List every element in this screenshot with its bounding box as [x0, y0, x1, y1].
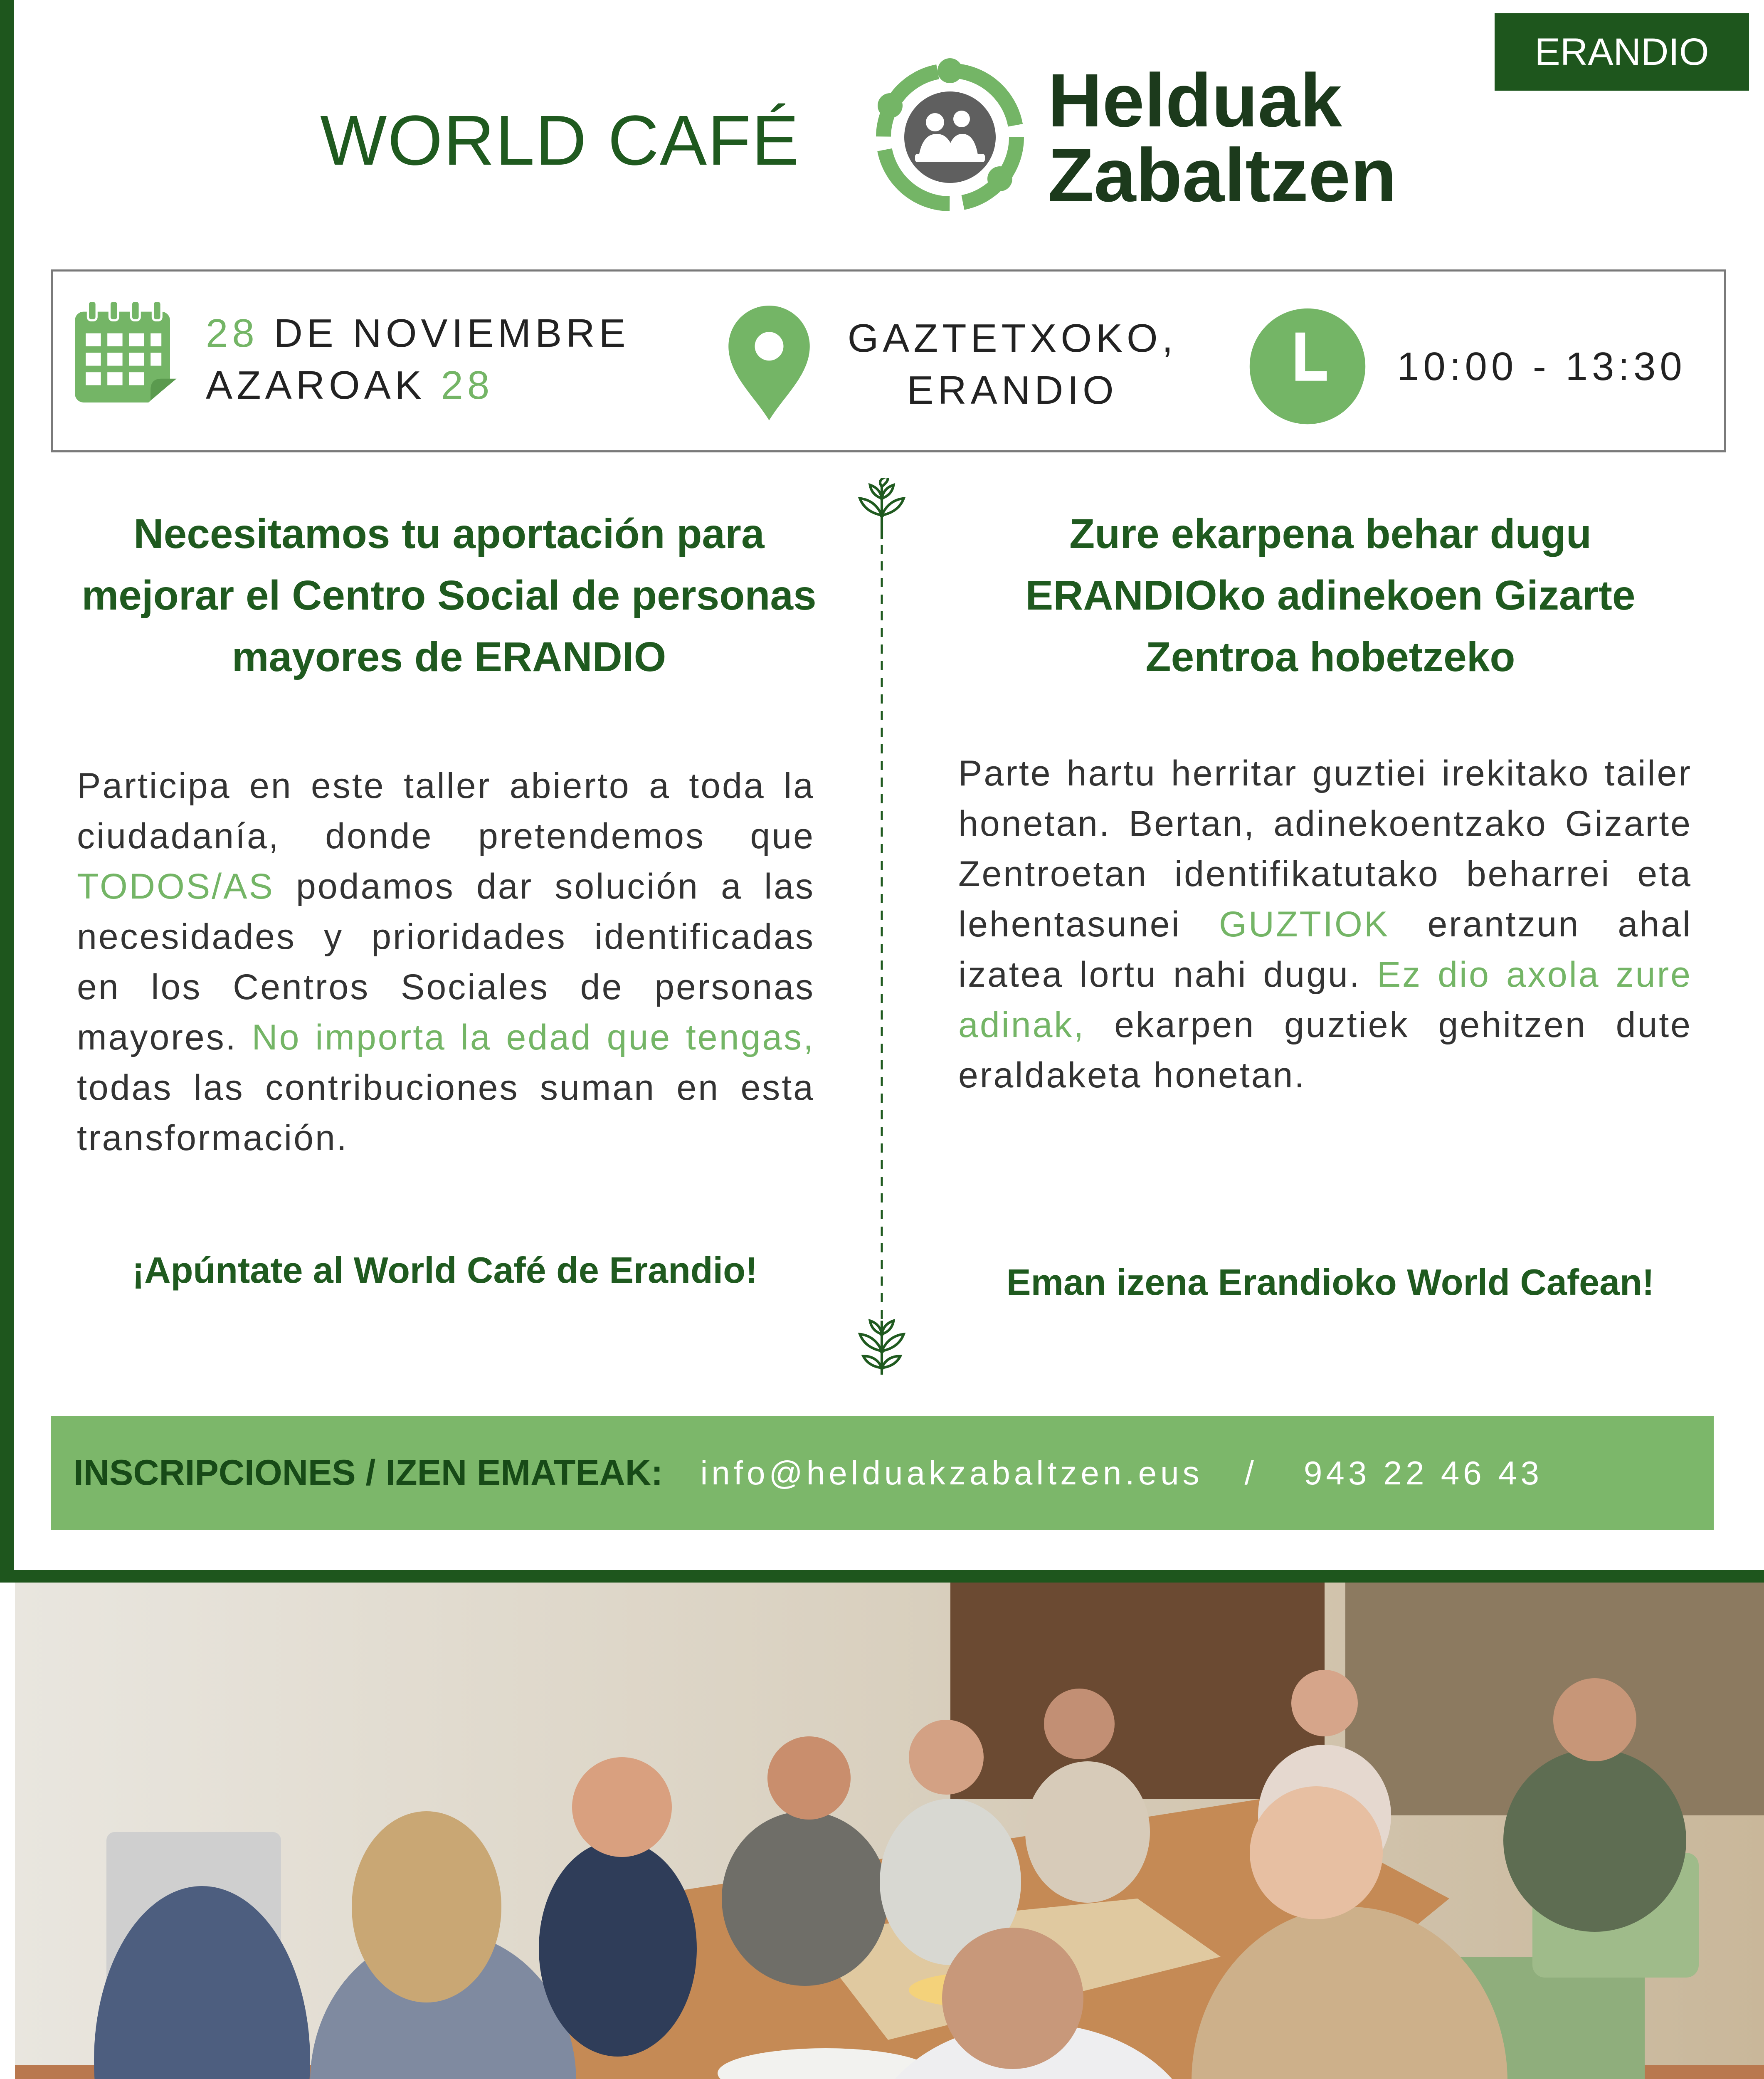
spanish-body: [77, 761, 815, 1163]
spanish-highlight-todos: TODOS/AS: [77, 867, 274, 906]
date-eu-month: AZAROAK: [206, 363, 426, 407]
photo-top-border: [0, 1570, 1764, 1583]
place-line2: ERANDIO: [907, 368, 1118, 412]
helduak-zabaltzen-logo-icon: [867, 54, 1033, 220]
contact-phone-link[interactable]: 943 22 46 43: [1303, 1454, 1543, 1491]
basque-body-part2: erantzun ahal izatea lortu nahi dugu.: [958, 904, 1692, 995]
spanish-body-part2: podamos dar solución a las necesidades y prioridades identificadas en los Centros Sociales de personas mayores.: [77, 867, 815, 1057]
basque-body-part3: ekarpen guztiek gehitzen dute eraldaketa honetan.: [958, 1005, 1692, 1095]
brand-name-line1: Helduak: [1048, 58, 1342, 143]
workshop-photo: [15, 1583, 1764, 2079]
basque-body: [958, 748, 1692, 1101]
leaf-ornament-top-icon: [856, 478, 907, 541]
time-text: 10:00 - 13:30: [1397, 344, 1686, 389]
leaf-ornament-bottom-icon: [856, 1314, 907, 1376]
location-badge: ERANDIO: [1495, 13, 1749, 91]
left-accent-bar: [0, 0, 14, 1572]
date-eu: [206, 360, 630, 412]
brand-name-line2: Zabaltzen: [1048, 133, 1397, 217]
registration-bar: [51, 1416, 1714, 1530]
clock-icon: [1247, 306, 1368, 427]
contact-email-link[interactable]: info@helduakzabaltzen.eus: [700, 1454, 1203, 1491]
place-line1: GAZTETXOKO,: [847, 316, 1177, 360]
spanish-heading: Necesitamos tu aportación para mejorar el Centro Social de personas mayores de ERANDIO: [81, 511, 817, 680]
date-text: [206, 308, 630, 412]
basque-heading: Zure ekarpena behar dugu ERANDIOko adinekoen Gizarte Zentroa hobetzeko: [1025, 511, 1636, 680]
location-pin-icon: [721, 303, 817, 423]
date-es-number: 28: [206, 311, 259, 356]
column-divider: [879, 478, 884, 1380]
event-title: WORLD CAFÉ: [320, 101, 800, 180]
date-eu-number: 28: [441, 363, 494, 407]
date-es: [206, 308, 630, 360]
basque-call-to-action: Eman izena Erandioko World Cafean!: [1006, 1262, 1655, 1303]
spanish-body-part3: todas las contribuciones suman en esta transformación.: [77, 1068, 815, 1158]
basque-highlight-adinak: Ez dio axola zure adinak,: [958, 955, 1692, 1045]
date-es-month: DE NOVIEMBRE: [274, 311, 630, 356]
spanish-body-part1: Participa en este taller abierto a toda la ciudadanía, donde pretendemos que: [77, 766, 815, 856]
spanish-highlight-edad: No importa la edad que tengas,: [252, 1017, 815, 1057]
spanish-call-to-action: ¡Apúntate al World Café de Erandio!: [132, 1249, 758, 1291]
basque-highlight-guztiok: GUZTIOK: [1219, 904, 1390, 944]
basque-body-part1: Parte hartu herritar guztiei irekitako tailer honetan. Bertan, adinekoentzako Gizarte Zentroetan identifikatutako beharrei eta lehentasunei: [958, 753, 1692, 944]
registration-label: INSCRIPCIONES / IZEN EMATEAK:: [74, 1453, 663, 1493]
place-text: [840, 313, 1185, 417]
contact-separator: /: [1244, 1454, 1254, 1491]
calendar-icon: [73, 299, 181, 409]
